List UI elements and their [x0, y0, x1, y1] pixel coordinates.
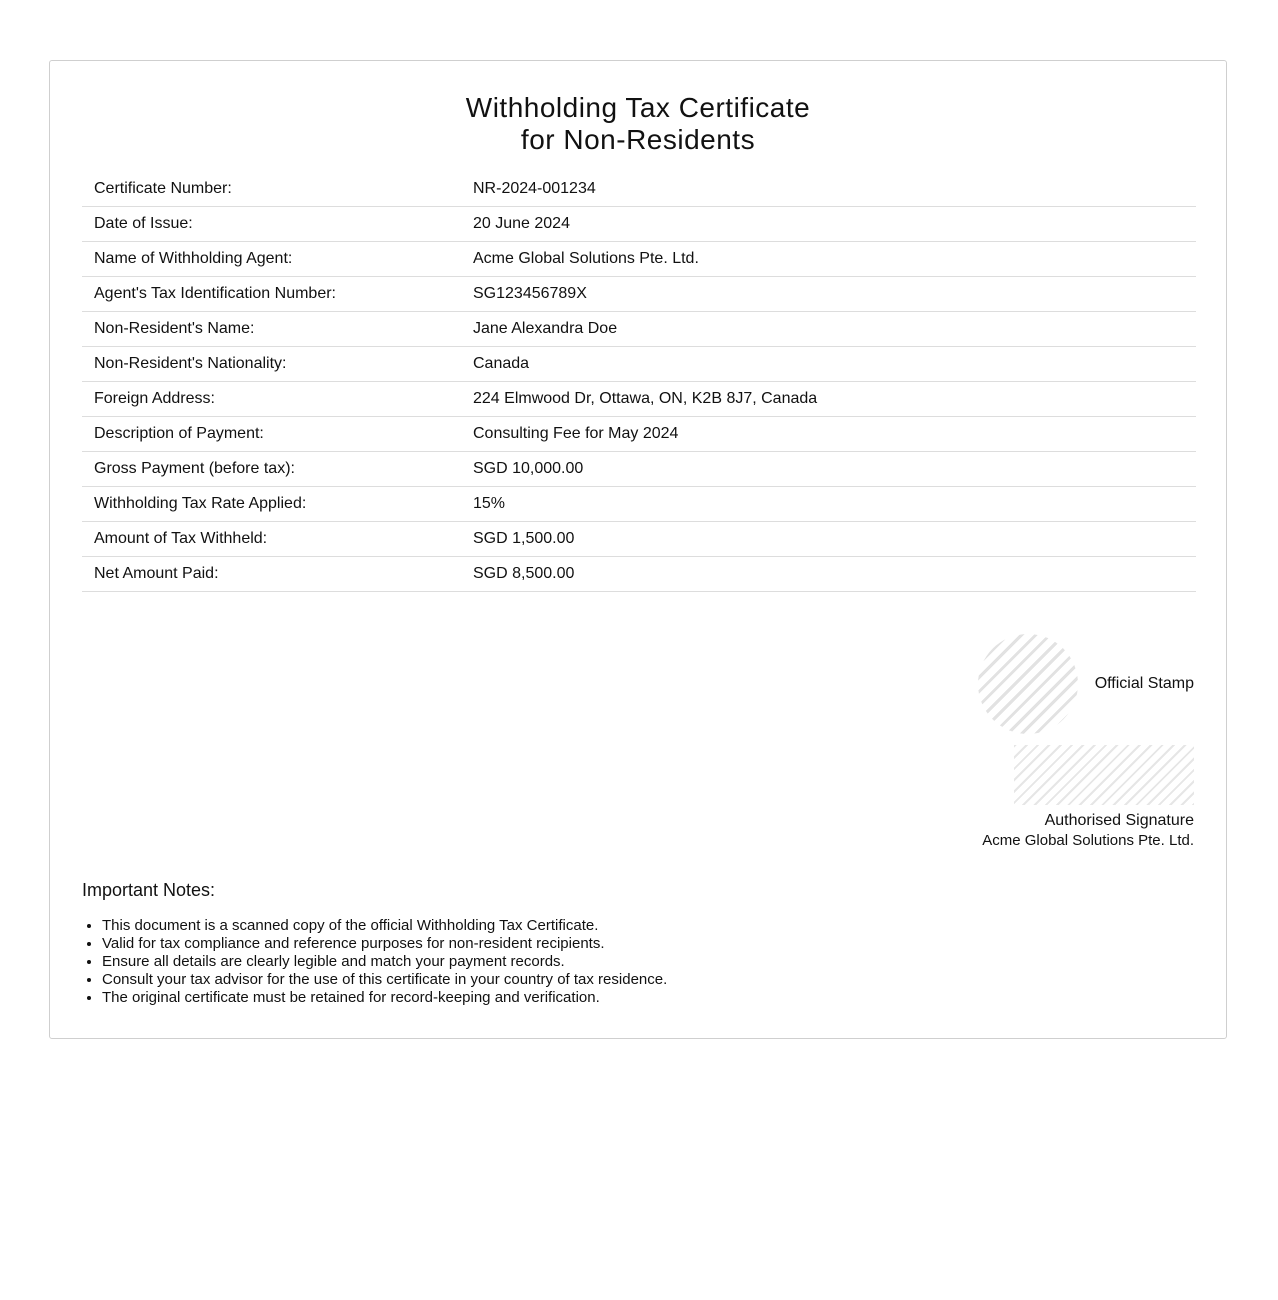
field-label: Non-Resident's Name:: [82, 312, 461, 347]
table-row: [82, 207, 1196, 242]
field-value: 15%: [461, 487, 1196, 522]
field-label: Certificate Number:: [82, 172, 461, 207]
table-row: [82, 312, 1196, 347]
table-row: [82, 557, 1196, 592]
table-row: [82, 522, 1196, 557]
field-label: Non-Resident's Nationality:: [82, 347, 461, 382]
field-value: SGD 8,500.00: [461, 557, 1196, 592]
field-label: Description of Payment:: [82, 417, 461, 452]
title-line-2: for Non-Residents: [520, 124, 756, 155]
table-row: [82, 172, 1196, 207]
field-value: 20 June 2024: [461, 207, 1196, 242]
list-item: • Valid for tax compliance and reference purposes for non-resident recipients.: [102, 935, 667, 953]
table-row: [82, 487, 1196, 522]
table-row: [82, 242, 1196, 277]
field-label: Gross Payment (before tax):: [82, 452, 461, 487]
field-label: Net Amount Paid:: [82, 557, 461, 592]
document-title: [50, 92, 1226, 156]
signature-placeholder: [1014, 745, 1194, 805]
title-line-1: Withholding Tax Certificate: [465, 92, 811, 123]
field-value: Acme Global Solutions Pte. Ltd.: [461, 242, 1196, 277]
certificate-details-table: [82, 172, 1196, 592]
official-stamp-label: Official Stamp: [1094, 675, 1194, 692]
field-value: Jane Alexandra Doe: [461, 312, 1196, 347]
field-label: Name of Withholding Agent:: [82, 242, 461, 277]
field-label: Agent's Tax Identification Number:: [82, 277, 461, 312]
table-row: [82, 277, 1196, 312]
field-label: Foreign Address:: [82, 382, 461, 417]
field-label: Amount of Tax Withheld:: [82, 522, 461, 557]
certificate-card: [49, 60, 1227, 1039]
list-item: • This document is a scanned copy of the official Withholding Tax Certificate.: [102, 917, 667, 935]
list-item: • The original certificate must be retained for record-keeping and verification.: [102, 989, 667, 1007]
signature-label: Authorised Signature: [1044, 812, 1194, 829]
field-value: SGD 10,000.00: [461, 452, 1196, 487]
list-item: • Consult your tax advisor for the use of this certificate in your country of tax residence.: [102, 971, 667, 989]
field-value: SGD 1,500.00: [461, 522, 1196, 557]
field-value: Consulting Fee for May 2024: [461, 417, 1196, 452]
field-value: Canada: [461, 347, 1196, 382]
table-row: [82, 452, 1196, 487]
table-row: [82, 417, 1196, 452]
field-label: Withholding Tax Rate Applied:: [82, 487, 461, 522]
field-value: SG123456789X: [461, 277, 1196, 312]
notes-heading: Important Notes:: [82, 880, 216, 900]
official-stamp-placeholder: [978, 634, 1078, 734]
official-stamp-area: [978, 634, 1194, 734]
list-item: • Ensure all details are clearly legible and match your payment records.: [102, 953, 667, 971]
signature-company: Acme Global Solutions Pte. Ltd.: [982, 832, 1194, 849]
field-value: 224 Elmwood Dr, Ottawa, ON, K2B 8J7, Canada: [461, 382, 1196, 417]
notes-list: [82, 917, 667, 1007]
table-row: [82, 382, 1196, 417]
table-row: [82, 347, 1196, 382]
field-value: NR-2024-001234: [461, 172, 1196, 207]
field-label: Date of Issue:: [82, 207, 461, 242]
